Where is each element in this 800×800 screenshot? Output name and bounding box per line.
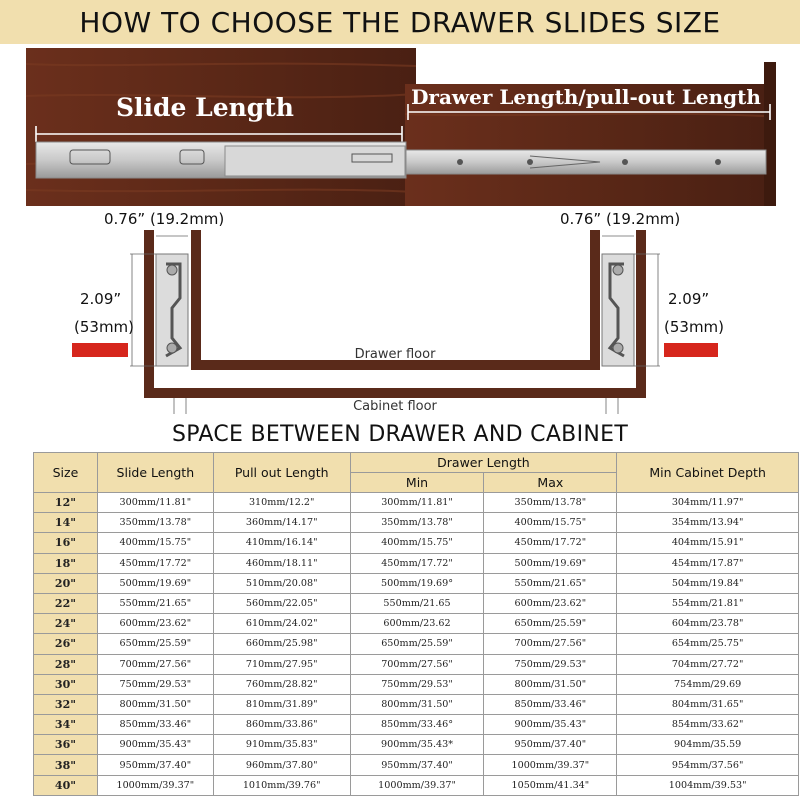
table-row bbox=[34, 654, 799, 674]
drawer-max-cell: 550mm/21.65" bbox=[484, 573, 617, 593]
drawer-max-cell: 1050mm/41.34" bbox=[484, 775, 617, 795]
header-min-cabinet-depth: Min Cabinet Depth bbox=[617, 453, 799, 493]
table-row bbox=[34, 775, 799, 795]
pull-out-length-cell: 760mm/28.82" bbox=[213, 674, 350, 694]
header-slide-length: Slide Length bbox=[97, 453, 213, 493]
size-cell: 34" bbox=[34, 715, 98, 735]
size-cell: 24" bbox=[34, 614, 98, 634]
slide-length-cell: 450mm/17.72" bbox=[97, 553, 213, 573]
size-cell: 18" bbox=[34, 553, 98, 573]
slide-length-cell: 800mm/31.50" bbox=[97, 694, 213, 714]
drawer-max-cell: 700mm/27.56" bbox=[484, 634, 617, 654]
drawer-min-cell: 1000mm/39.37" bbox=[350, 775, 484, 795]
drawer-min-cell: 800mm/31.50" bbox=[350, 694, 484, 714]
min-cabinet-depth-cell: 454mm/17.87" bbox=[617, 553, 799, 573]
pull-out-length-cell: 510mm/20.08" bbox=[213, 573, 350, 593]
drawer-length-label: Drawer Length/pull-out Length bbox=[411, 85, 761, 109]
drawer-min-cell: 750mm/29.53" bbox=[350, 674, 484, 694]
drawer-max-cell: 800mm/31.50" bbox=[484, 674, 617, 694]
size-cell: 12" bbox=[34, 493, 98, 513]
size-cell: 40" bbox=[34, 775, 98, 795]
pull-out-length-cell: 660mm/25.98" bbox=[213, 634, 350, 654]
drawer-min-cell: 850mm/33.46° bbox=[350, 715, 484, 735]
drawer-max-cell: 400mm/15.75" bbox=[484, 513, 617, 533]
left-gap-label: 0.76” (19.2mm) bbox=[104, 210, 225, 228]
table-row bbox=[34, 634, 799, 654]
drawer-wood-panel bbox=[405, 62, 776, 206]
slide-length-cell: 650mm/25.59" bbox=[97, 634, 213, 654]
table-row bbox=[34, 533, 799, 553]
size-cell: 30" bbox=[34, 674, 98, 694]
min-cabinet-depth-cell: 604mm/23.78" bbox=[617, 614, 799, 634]
cross-section-diagram bbox=[0, 208, 800, 423]
min-cabinet-depth-cell: 754mm/29.69 bbox=[617, 674, 799, 694]
pull-out-length-cell: 810mm/31.89" bbox=[213, 694, 350, 714]
title-banner bbox=[0, 0, 800, 44]
pull-out-length-cell: 360mm/14.17" bbox=[213, 513, 350, 533]
section-title: SPACE BETWEEN DRAWER AND CABINET bbox=[171, 422, 629, 447]
right-red-marker bbox=[664, 343, 718, 357]
drawer-min-cell: 550mm/21.65 bbox=[350, 593, 484, 613]
drawer-max-cell: 450mm/17.72" bbox=[484, 533, 617, 553]
size-cell: 28" bbox=[34, 654, 98, 674]
slide-length-cell: 1000mm/39.37" bbox=[97, 775, 213, 795]
drawer-floor-label: Drawer floor bbox=[354, 347, 436, 362]
slide-length-cell: 500mm/19.69" bbox=[97, 573, 213, 593]
slide-length-cell: 550mm/21.65" bbox=[97, 593, 213, 613]
pull-out-length-cell: 960mm/37.80" bbox=[213, 755, 350, 775]
min-cabinet-depth-cell: 554mm/21.81" bbox=[617, 593, 799, 613]
size-cell: 14" bbox=[34, 513, 98, 533]
drawer-max-cell: 850mm/33.46" bbox=[484, 694, 617, 714]
size-cell: 26" bbox=[34, 634, 98, 654]
cabinet-section bbox=[144, 230, 646, 398]
drawer-max-cell: 500mm/19.69" bbox=[484, 553, 617, 573]
min-cabinet-depth-cell: 954mm/37.56" bbox=[617, 755, 799, 775]
cabinet-floor-label: Cabinet floor bbox=[353, 399, 437, 414]
slide-length-cell: 400mm/15.75" bbox=[97, 533, 213, 553]
slide-length-cell: 900mm/35.43" bbox=[97, 735, 213, 755]
table-row bbox=[34, 694, 799, 714]
cabinet-wood-panel bbox=[26, 48, 416, 206]
table-body bbox=[34, 493, 799, 796]
pull-out-length-cell: 910mm/35.83" bbox=[213, 735, 350, 755]
slide-length-cell: 350mm/13.78" bbox=[97, 513, 213, 533]
drawer-min-cell: 500mm/19.69° bbox=[350, 573, 484, 593]
slide-photo-illustration bbox=[0, 44, 800, 208]
min-cabinet-depth-cell: 654mm/25.75" bbox=[617, 634, 799, 654]
size-cell: 36" bbox=[34, 735, 98, 755]
drawer-min-cell: 600mm/23.62 bbox=[350, 614, 484, 634]
right-slide-section bbox=[602, 254, 634, 366]
table-row bbox=[34, 755, 799, 775]
drawer-max-cell: 1000mm/39.37" bbox=[484, 755, 617, 775]
dimension-guides bbox=[130, 236, 660, 414]
min-cabinet-depth-cell: 704mm/27.72" bbox=[617, 654, 799, 674]
left-red-marker bbox=[72, 343, 128, 357]
pull-out-length-cell: 1010mm/39.76" bbox=[213, 775, 350, 795]
min-cabinet-depth-cell: 904mm/35.59 bbox=[617, 735, 799, 755]
slide-length-cell: 850mm/33.46" bbox=[97, 715, 213, 735]
size-cell: 16" bbox=[34, 533, 98, 553]
drawer-min-cell: 350mm/13.78" bbox=[350, 513, 484, 533]
table-row bbox=[34, 573, 799, 593]
drawer-max-cell: 900mm/35.43" bbox=[484, 715, 617, 735]
drawer-min-cell: 450mm/17.72" bbox=[350, 553, 484, 573]
drawer-min-cell: 400mm/15.75" bbox=[350, 533, 484, 553]
drawer-max-cell: 950mm/37.40" bbox=[484, 735, 617, 755]
table-row bbox=[34, 674, 799, 694]
header-pull-out-length: Pull out Length bbox=[213, 453, 350, 493]
left-slide-section bbox=[156, 254, 188, 366]
slide-length-cell: 300mm/11.81" bbox=[97, 493, 213, 513]
size-cell: 38" bbox=[34, 755, 98, 775]
drawer-min-cell: 700mm/27.56" bbox=[350, 654, 484, 674]
right-height-mm-label: (53mm) bbox=[664, 318, 725, 336]
header-min: Min bbox=[350, 473, 484, 493]
pull-out-length-cell: 410mm/16.14" bbox=[213, 533, 350, 553]
slide-length-cell: 600mm/23.62" bbox=[97, 614, 213, 634]
slide-length-cell: 950mm/37.40" bbox=[97, 755, 213, 775]
drawer-max-cell: 650mm/25.59" bbox=[484, 614, 617, 634]
pull-out-length-cell: 610mm/24.02" bbox=[213, 614, 350, 634]
header-size: Size bbox=[34, 453, 98, 493]
table-row bbox=[34, 493, 799, 513]
drawer-max-cell: 600mm/23.62" bbox=[484, 593, 617, 613]
right-height-inch-label: 2.09” bbox=[668, 290, 710, 308]
min-cabinet-depth-cell: 504mm/19.84" bbox=[617, 573, 799, 593]
table-row bbox=[34, 614, 799, 634]
slide-length-label: Slide Length bbox=[115, 93, 295, 122]
header-max: Max bbox=[484, 473, 617, 493]
min-cabinet-depth-cell: 354mm/13.94" bbox=[617, 513, 799, 533]
size-cell: 20" bbox=[34, 573, 98, 593]
min-cabinet-depth-cell: 854mm/33.62" bbox=[617, 715, 799, 735]
drawer-max-cell: 350mm/13.78" bbox=[484, 493, 617, 513]
pull-out-length-cell: 560mm/22.05" bbox=[213, 593, 350, 613]
table-row bbox=[34, 735, 799, 755]
size-cell: 22" bbox=[34, 593, 98, 613]
left-height-inch-label: 2.09” bbox=[80, 290, 122, 308]
table-row bbox=[34, 715, 799, 735]
size-cell: 32" bbox=[34, 694, 98, 714]
min-cabinet-depth-cell: 404mm/15.91" bbox=[617, 533, 799, 553]
min-cabinet-depth-cell: 804mm/31.65" bbox=[617, 694, 799, 714]
drawer-min-cell: 900mm/35.43* bbox=[350, 735, 484, 755]
drawer-max-cell: 750mm/29.53" bbox=[484, 654, 617, 674]
pull-out-length-cell: 460mm/18.11" bbox=[213, 553, 350, 573]
slide-length-cell: 750mm/29.53" bbox=[97, 674, 213, 694]
slide-length-cell: 700mm/27.56" bbox=[97, 654, 213, 674]
left-height-mm-label: (53mm) bbox=[74, 318, 135, 336]
min-cabinet-depth-cell: 304mm/11.97" bbox=[617, 493, 799, 513]
table-row bbox=[34, 513, 799, 533]
pull-out-length-cell: 860mm/33.86" bbox=[213, 715, 350, 735]
pull-out-length-cell: 310mm/12.2" bbox=[213, 493, 350, 513]
drawer-min-cell: 950mm/37.40" bbox=[350, 755, 484, 775]
table-row bbox=[34, 593, 799, 613]
table-row bbox=[34, 553, 799, 573]
pull-out-length-cell: 710mm/27.95" bbox=[213, 654, 350, 674]
size-spec-table bbox=[33, 452, 799, 796]
drawer-min-cell: 650mm/25.59" bbox=[350, 634, 484, 654]
drawer-min-cell: 300mm/11.81" bbox=[350, 493, 484, 513]
page-title: HOW TO CHOOSE THE DRAWER SLIDES SIZE bbox=[79, 5, 721, 39]
header-drawer-length: Drawer Length bbox=[350, 453, 617, 473]
min-cabinet-depth-cell: 1004mm/39.53" bbox=[617, 775, 799, 795]
right-gap-label: 0.76” (19.2mm) bbox=[560, 210, 681, 228]
